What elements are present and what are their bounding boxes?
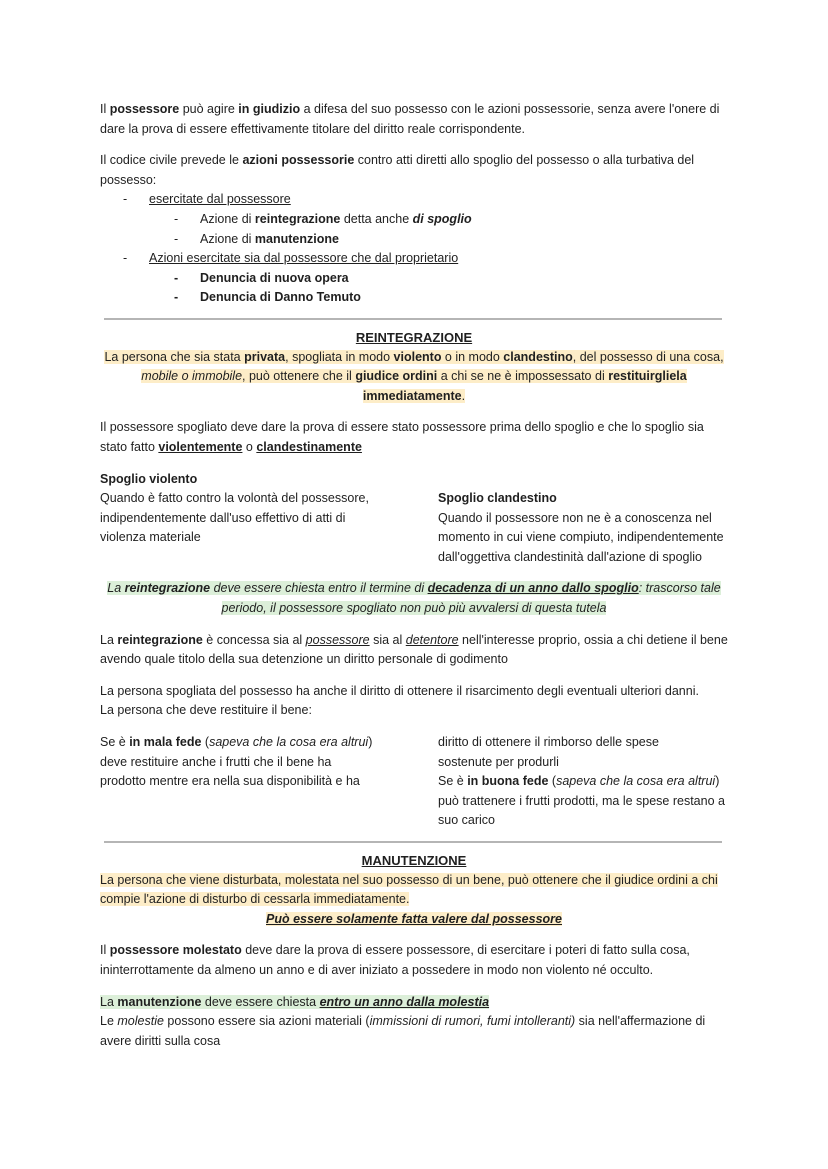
document-page	[100, 100, 728, 1051]
list-item: - Azione di reintegrazione detta anche di spoglio	[100, 210, 728, 230]
list-item: - Denuncia di Danno Temuto	[100, 288, 728, 308]
reintegrazione-heading: REINTEGRAZIONE	[355, 329, 473, 345]
spoglio-columns	[100, 470, 728, 568]
section-divider	[104, 318, 722, 320]
list-item: - Azioni esercitate sia dal possessore che dal proprietario	[100, 249, 728, 269]
restitution-intro: La persona che deve restituire il bene:	[100, 703, 312, 718]
manutenzione-only-possessor: Può essere solamente fatta valere dal possessore	[266, 911, 562, 926]
list-item: - Azione di manutenzione	[100, 230, 728, 250]
list-item: - esercitate dal possessore	[100, 190, 728, 210]
damages-paragraph: La persona spogliata del possesso ha anche il diritto di ottenere il risarcimento degli eventuali ulteriori danni.	[100, 683, 699, 698]
molestie-paragraph: Le molestie possono essere sia azioni materiali (immissioni di rumori, fumi intolleranti) sia nell'affermazione di avere diritti sulla cosa	[100, 1014, 706, 1048]
mala-fede: Se è in mala fede (sapeva che la cosa era altrui) deve restituire anche i frutti che il bene ha prodotto mentre era nella sua disponibilità e ha	[100, 735, 373, 789]
buona-fede: diritto di ottenere il rimborso delle spese sostenute per produrli Se è in buona fede (sapeva che la cosa era altrui) può trattenere i frutti prodotti, ma le spese restano a suo carico	[438, 735, 725, 828]
reintegrazione-term: La reintegrazione deve essere chiesta entro il termine di decadenza di un anno dallo spoglio: trascorso tale periodo, il possessore spogliato non può più avvalersi di questa tutela	[107, 581, 721, 616]
spoglio-violento: Spoglio violento Quando è fatto contro la volontà del possessore, indipendentemente dall'uso effettivo di atti di violenza materiale	[100, 471, 369, 545]
spoglio-clandestino: Spoglio clandestino Quando il possessore non ne è a conoscenza nel momento in cui viene compiuto, indipendentemente dall'oggettiva clandestinità dall'azione di spoglio	[438, 491, 724, 564]
manutenzione-term: La manutenzione deve essere chiesta entro un anno dalla molestia	[100, 994, 490, 1009]
manutenzione-proof: Il possessore molestato deve dare la prova di essere possessore, di esercitare i poteri di fatto sulla cosa, ininterrottamente da almeno un anno e di aver iniziato a possedere in modo non violento né occulto.	[100, 943, 690, 977]
reintegrazione-proof: Il possessore spogliato deve dare la prova di essere stato possessore prima dello spoglio e che lo spoglio sia stato fatto violentemente o clandestinamente	[100, 420, 704, 454]
manutenzione-heading: MANUTENZIONE	[361, 853, 467, 868]
possessory-actions-list	[100, 190, 728, 308]
intro-paragraph-2: Il codice civile prevede le azioni possessorie contro atti diretti allo spoglio del possesso o alla turbativa del possesso:	[100, 153, 695, 187]
reintegrazione-granted: La reintegrazione è concessa sia al possessore sia al detentore nell'interesse proprio, ossia a chi detiene il bene avendo quale titolo della sua detenzione un diritto personale di godimento	[100, 632, 728, 667]
intro-paragraph-1: Il possessore può agire in giudizio a difesa del suo possesso con le azioni possessorie, senza avere l'onere di dare la prova di essere effettivamente titolare del diritto reale corrispondente.	[100, 102, 720, 136]
reintegrazione-definition: La persona che sia stata privata, spogliata in modo violento o in modo clandestino, del possesso di una cosa, mobile o immobile, può ottenere che il giudice ordini a chi se ne è impossessato di restituirgliela immediatamente.	[104, 349, 724, 403]
manutenzione-definition: La persona che viene disturbata, molestata nel suo possesso di un bene, può ottenere che il giudice ordini a chi compie l'azione di disturbo di cessarla immediatamente.	[100, 872, 718, 907]
list-item: - Denuncia di nuova opera	[100, 269, 728, 289]
section-divider	[104, 841, 722, 843]
fede-columns	[100, 733, 728, 831]
